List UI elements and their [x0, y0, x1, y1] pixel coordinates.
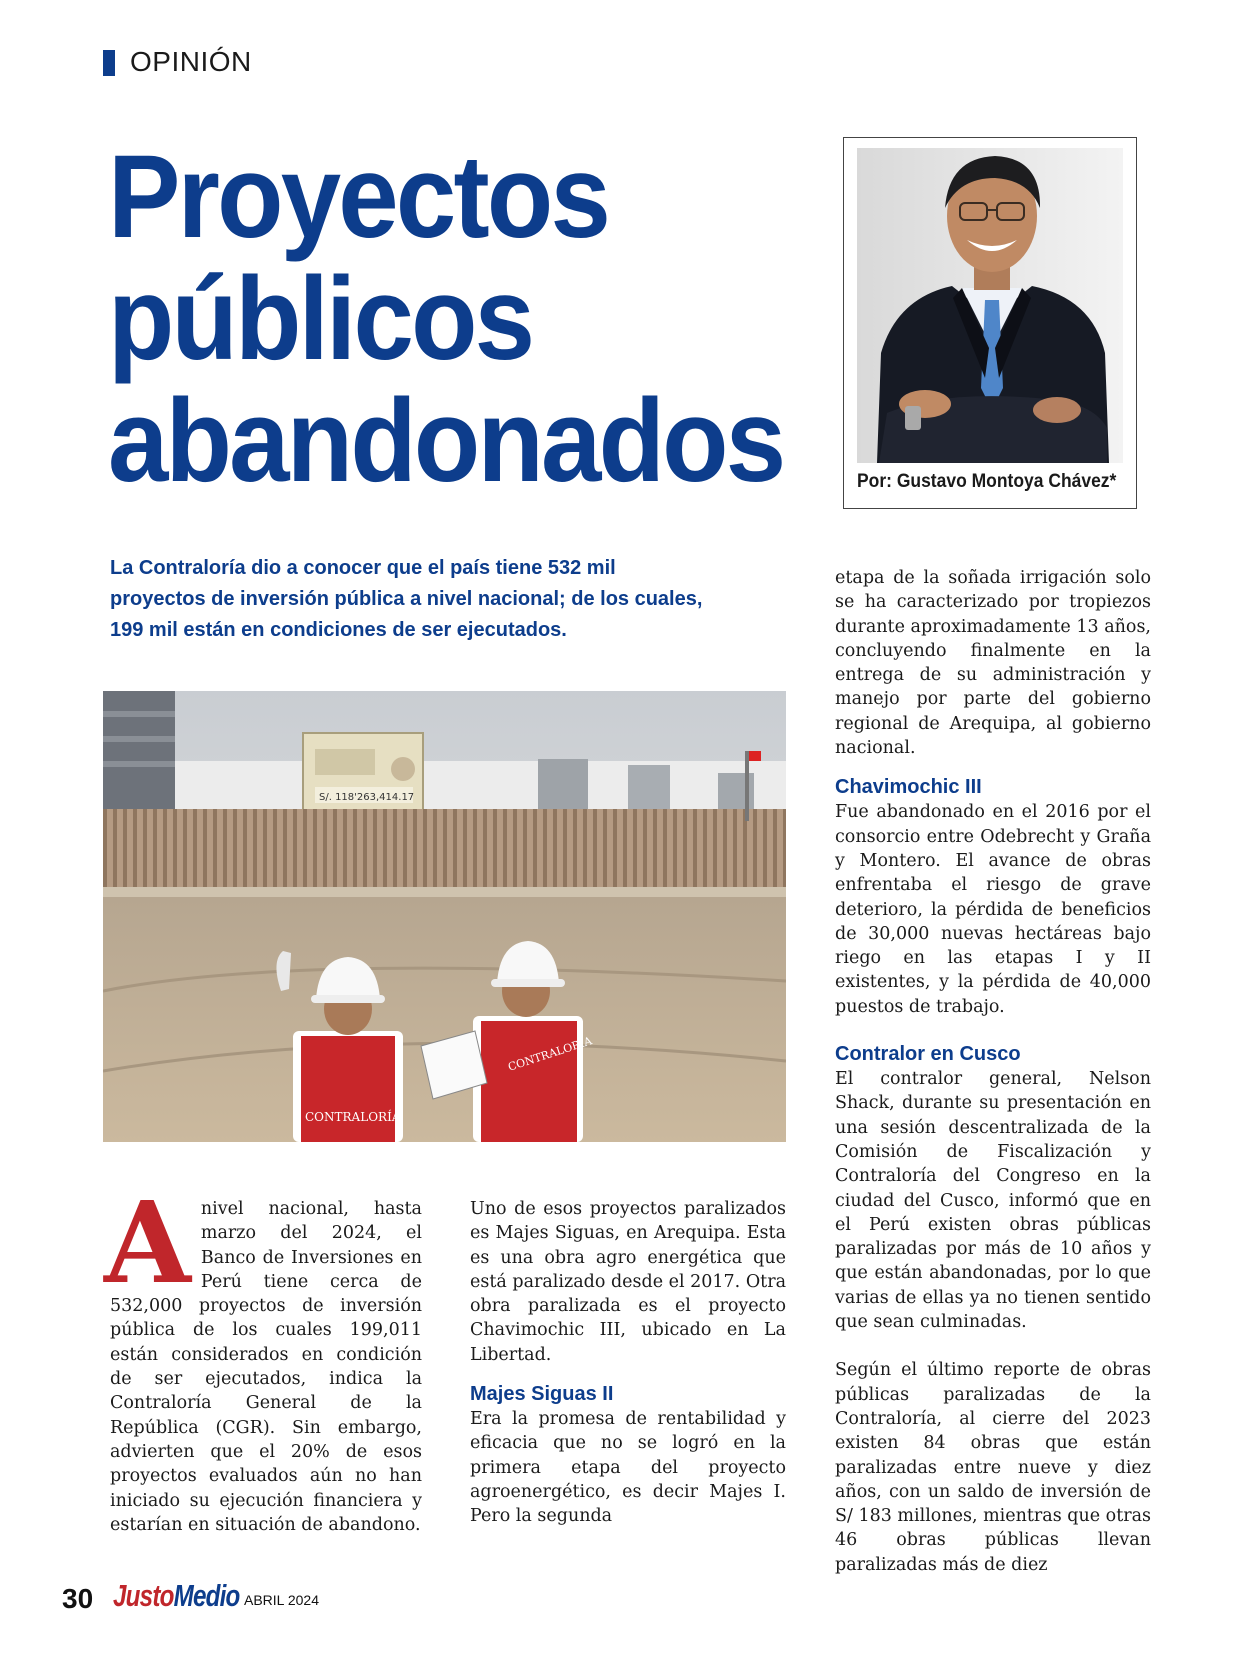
paragraph-majes: Era la promesa de rentabilidad y eficacia que no se logró en la primera etapa del proyecto agroenergético, es decir Majes I. Pero la segunda: [470, 1409, 786, 1527]
subhead-chavimochic: Chavimochic III: [835, 776, 982, 799]
logo-part-1: Justo: [113, 1578, 174, 1613]
site-sign-amount: S/. 118'263,414.17: [319, 792, 415, 803]
vest-text-left: CONTRALORÍA: [305, 1110, 401, 1124]
article-column-2: [470, 1197, 786, 1529]
article-column-3: [835, 566, 1151, 1577]
headline: Proyectos públicos abandonados: [108, 131, 784, 507]
section-marker: [103, 50, 115, 76]
author-box: [843, 137, 1137, 509]
dropcap: A: [104, 1178, 191, 1309]
page-number: 30: [62, 1583, 94, 1614]
subhead-majes-siguas: Majes Siguas II: [470, 1383, 614, 1406]
lede: La Contraloría dio a conocer que el país tiene 532 mil proyectos de inversión pública a nivel nacional; de los cuales, 199 mil están en condiciones de ser ejecutados.: [110, 557, 703, 641]
paragraph-irrigation: etapa de la soñada irrigación solo se ha caracterizado por tropiezos durante aproximadamente 13 años, concluyendo finalmente en la entrega de su administración y manejo por parte del gobierno regional de Arequipa, al gobierno nacional.: [835, 568, 1151, 759]
main-photo: [103, 691, 786, 1142]
author-byline: Por: Gustavo Montoya Chávez*: [857, 471, 1117, 492]
paragraph-report: Según el último reporte de obras públicas paralizadas de la Contraloría, al cierre del 2023 existen 84 obras que están paralizadas entre nueve y diez años, con un saldo de inversión de S/ 183 millones, mientras que otras 46 obras públicas llevan paralizadas más de diez: [835, 1360, 1151, 1575]
section-label: OPINIÓN: [130, 46, 252, 77]
paragraph-majes-intro: Uno de esos proyectos paralizados es Majes Siguas, en Arequipa. Esta es una obra agro energética que está paralizado desde el 2017. Otra obra paralizada es el proyecto Chavimochic III, ubicado en La Libertad.: [470, 1199, 786, 1365]
paragraph-intro: nivel nacional, hasta marzo del 2024, el Banco de Inversiones en Perú tiene cerca de 532,000 proyectos de inversión pública de los cuales 199,011 están considerados en condición de ser ejecutados, indica la Contraloría General de la República (CGR). Sin embargo, advierten que el 20% de esos proyectos evaluados aún no han iniciado su ejecución financiera y estarían en situación de abandono.: [110, 1199, 422, 1535]
issue-date: ABRIL 2024: [244, 1592, 319, 1608]
magazine-logo: [113, 1578, 240, 1614]
author-photo: [857, 148, 1123, 463]
subhead-cusco: Contralor en Cusco: [835, 1043, 1021, 1066]
logo-part-2: Medio: [173, 1578, 240, 1613]
paragraph-chavimochic: Fue abandonado en el 2016 por el consorcio entre Odebrecht y Graña y Montero. El avance de obras enfrentaba el riesgo de grave deterioro, la pérdida de beneficios de 30,000 nuevas hectáreas bajo riego en las etapas I y II existentes, y la pérdida de 40,000 puestos de trabajo.: [835, 802, 1151, 1017]
article-column-1: [104, 1178, 422, 1537]
paragraph-contralor: El contralor general, Nelson Shack, durante su presentación en una sesión descentralizada de la Comisión de Fiscalización y Contraloría del Congreso en la ciudad del Cusco, informó que en el Perú existen obras públicas paralizadas por más de 10 años y que están abandonadas, por lo que varias de ellas ya no tienen sentido que sean culminadas.: [835, 1069, 1151, 1333]
vest-text-right: CONTRALORÍA: [506, 1034, 594, 1074]
